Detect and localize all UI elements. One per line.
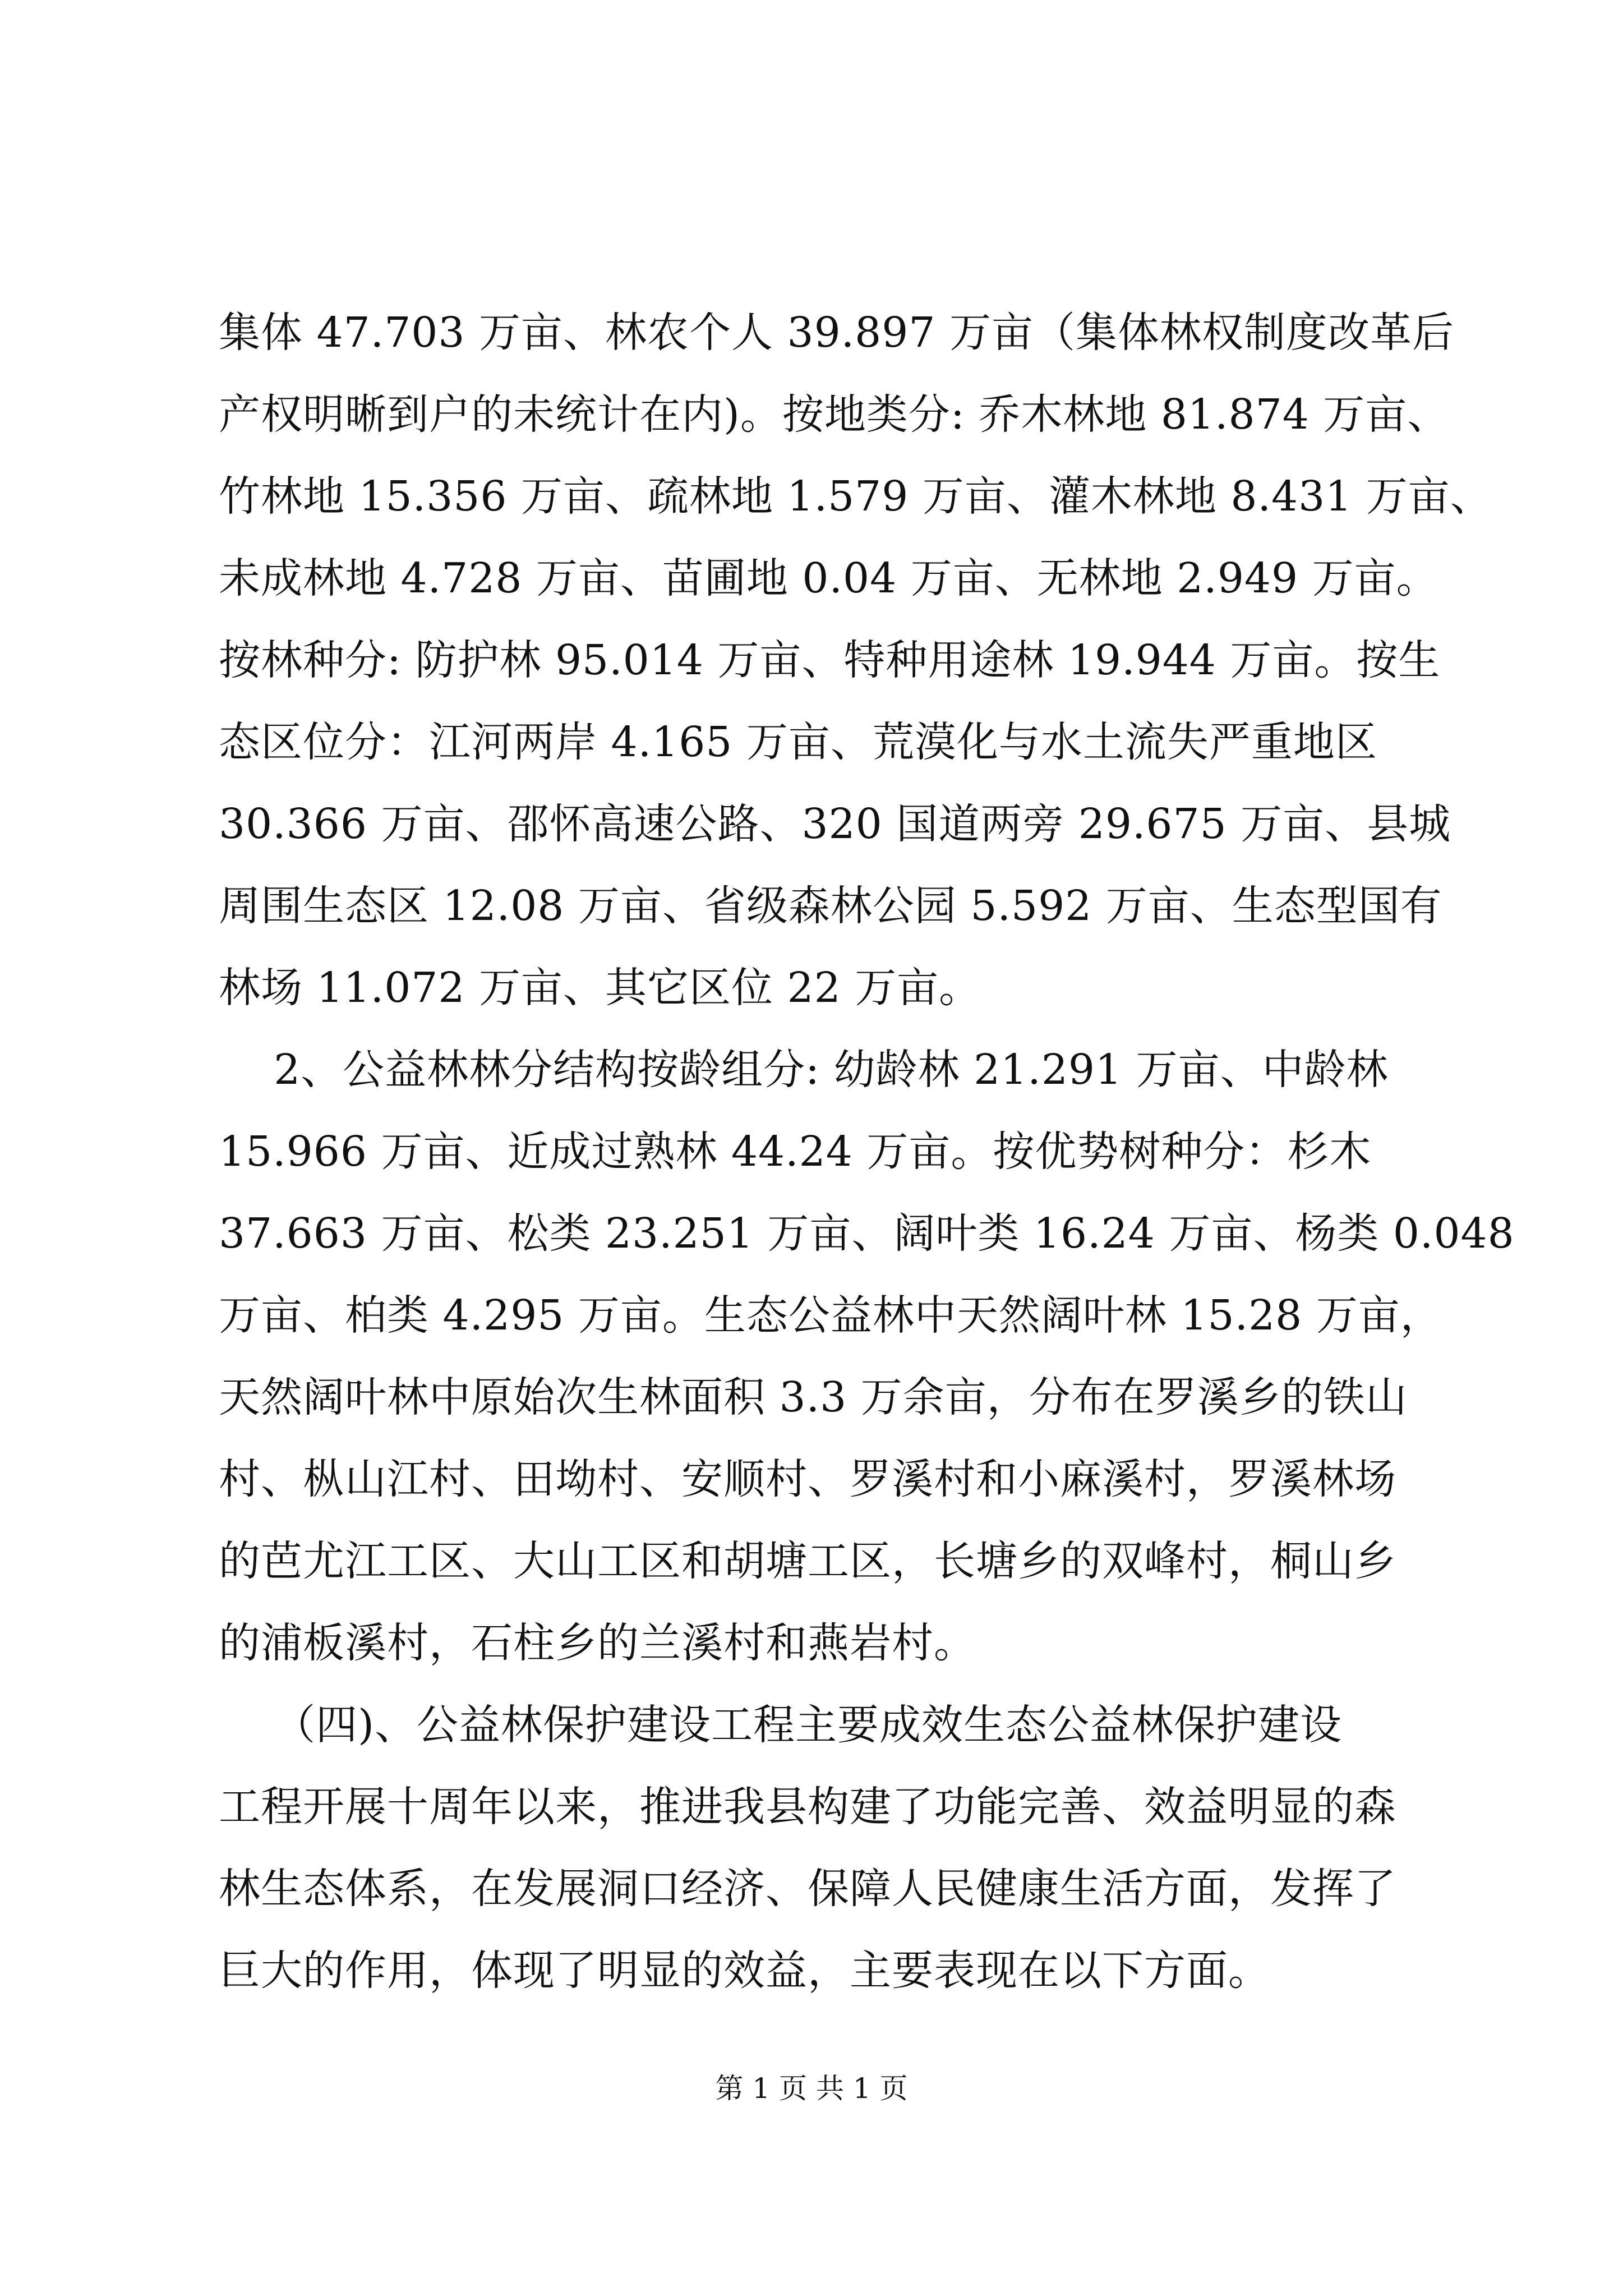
text-line: 工程开展十周年以来，推进我县构建了功能完善、效益明显的森: [219, 1783, 1396, 1831]
text-line: 15.966 万亩、近成过熟林 44.24 万亩。按优势树种分：杉木: [219, 1128, 1372, 1176]
text-line: 按林种分: 防护林 95.014 万亩、特种用途林 19.944 万亩。按生: [219, 636, 1441, 684]
text-line: 集体 47.703 万亩、林农个人 39.897 万亩（集体林权制度改革后: [219, 309, 1454, 357]
text-line: 巨大的作用，体现了明显的效益，主要表现在以下方面。: [219, 1947, 1270, 1995]
text-line: 天然阔叶林中原始次生林面积 3.3 万余亩，分布在罗溪乡的铁山: [219, 1373, 1408, 1421]
text-line: 竹林地 15.356 万亩、疏林地 1.579 万亩、灌木林地 8.431 万亩、: [219, 472, 1492, 521]
text-line: 林场 11.072 万亩、其它区位 22 万亩。: [219, 964, 981, 1012]
text-line: 未成林地 4.728 万亩、苗圃地 0.04 万亩、无林地 2.949 万亩。: [219, 554, 1438, 602]
text-line: 的芭尤江工区、大山工区和胡塘工区，长塘乡的双峰村，桐山乡: [219, 1537, 1396, 1585]
text-line: 的浦板溪村，石柱乡的兰溪村和燕岩村。: [219, 1619, 976, 1667]
text-line: 周围生态区 12.08 万亩、省级森林公园 5.592 万亩、生态型国有: [219, 882, 1442, 930]
page-footer: 第 1 页 共 1 页: [715, 2072, 908, 2105]
text-line: 态区位分：江河两岸 4.165 万亩、荒漠化与水土流失严重地区: [219, 718, 1377, 766]
text-line: 2、公益林林分结构按龄组分: 幼龄林 21.291 万亩、中龄林: [219, 1046, 1389, 1094]
text-line: 林生态体系，在发展洞口经济、保障人民健康生活方面，发挥了: [219, 1865, 1396, 1913]
text-line: （四)、公益林保护建设工程主要成效生态公益林保护建设: [219, 1701, 1342, 1749]
text-line: 产权明晰到户的未统计在内)。按地类分: 乔木林地 81.874 万亩、: [219, 390, 1450, 439]
text-line: 37.663 万亩、松类 23.251 万亩、阔叶类 16.24 万亩、杨类 0.048: [219, 1209, 1515, 1258]
text-line: 30.366 万亩、邵怀高速公路、320 国道两旁 29.675 万亩、县城: [219, 800, 1451, 848]
text-line: 村、枞山江村、田坳村、安顺村、罗溪村和小麻溪村，罗溪林场: [219, 1455, 1396, 1503]
text-line: 万亩、柏类 4.295 万亩。生态公益林中天然阔叶林 15.28 万亩，: [219, 1291, 1442, 1340]
body-text: [219, 292, 1515, 2012]
